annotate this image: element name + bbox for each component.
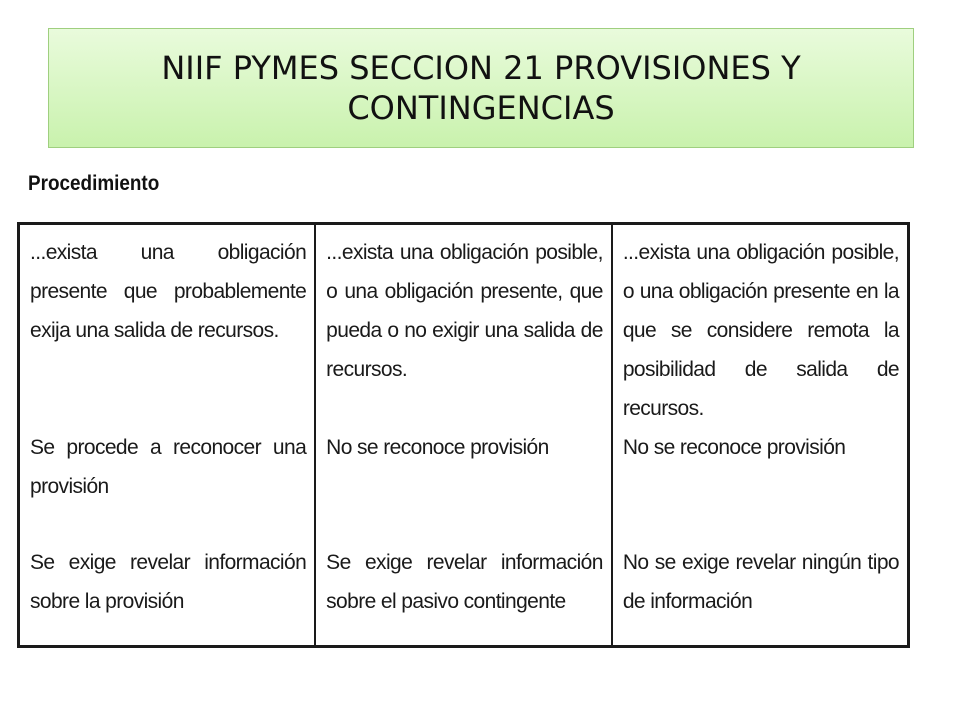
condition-text: ...exista una obligación presente que probablemente exija una salida de recursos.	[30, 241, 307, 342]
table-row	[19, 224, 909, 647]
condition-text: ...exista una obligación posible, o una obligación presente, que pueda o no exigir una salida de recursos.	[326, 241, 603, 381]
condition-text: ...exista una obligación posible, o una obligación presente en la que se considere remota la posibilidad de salida de recursos.	[622, 241, 899, 420]
slide-title: NIIF PYMES SECCION 21 PROVISIONES Y CONTINGENCIAS	[161, 49, 801, 127]
table-cell-col-2	[315, 224, 612, 647]
disclosure-text: Se exige revelar información sobre el pasivo contingente	[326, 551, 603, 613]
recognition-text: No se reconoce provisión	[622, 436, 846, 459]
table-cell-col-1	[19, 224, 316, 647]
disclosure-text: No se exige revelar ningún tipo de información	[622, 551, 899, 613]
title-banner	[48, 28, 914, 148]
recognition-text: No se reconoce provisión	[326, 436, 549, 459]
recognition-text: Se procede a reconocer una provisión	[30, 436, 307, 498]
procedure-table	[17, 222, 910, 648]
disclosure-text: Se exige revelar información sobre la provisión	[30, 551, 307, 613]
section-label: Procedimiento	[28, 172, 160, 195]
table-cell-col-3	[612, 224, 909, 647]
